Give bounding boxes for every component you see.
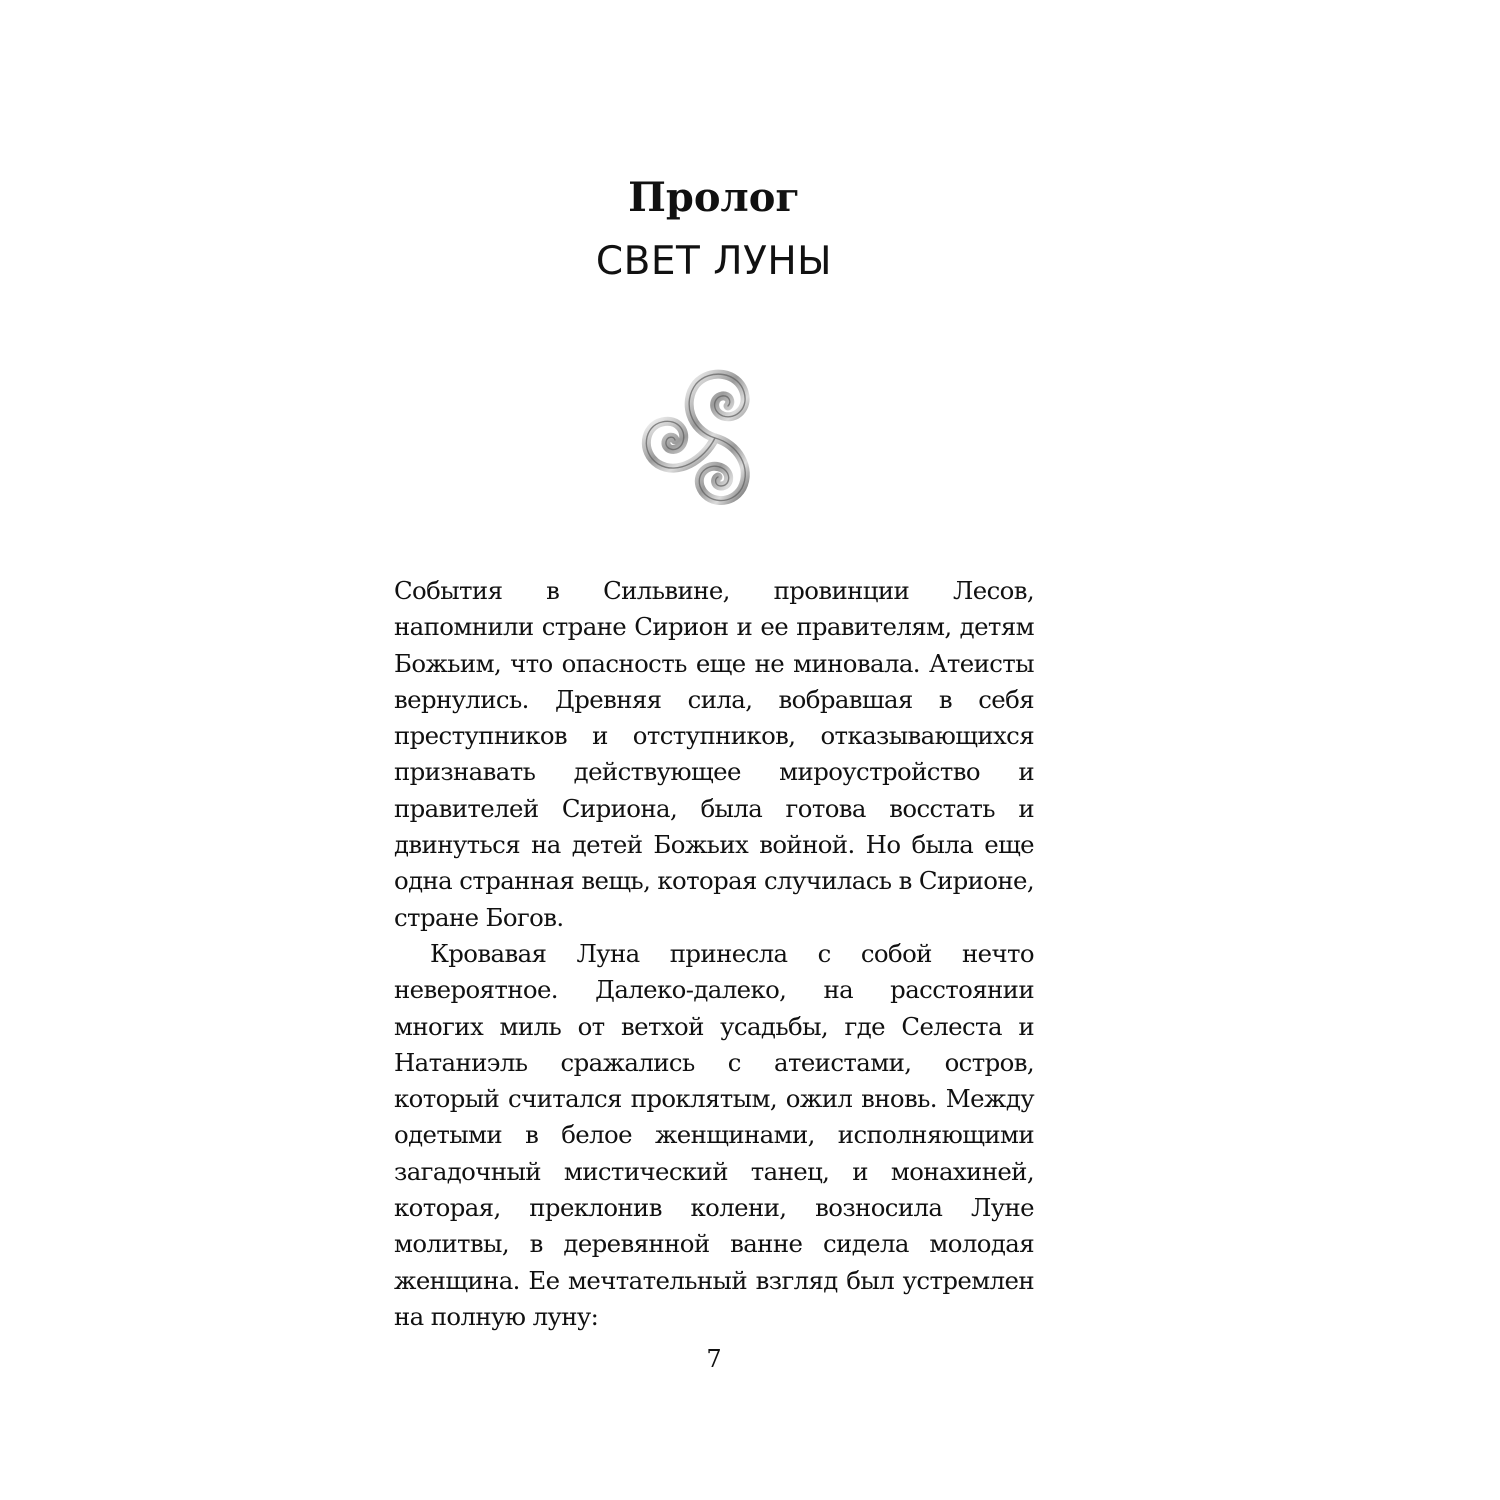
- paragraph: Кровавая Луна принесла с собой нечто невероятное. Далеко-далеко, на расстоянии многих миль от ветхой усадьбы, где Селеста и Натаниэль сражались с атеистами, остров, который считался проклятым, ожил вновь. Между одетыми в белое женщинами, исполняющими загадочный мистический танец, и монахиней, которая, преклонив колени, возносила Луне молитвы, в деревянной ванне сидела молодая женщина. Ее мечтательный взгляд был устремлен на полную луну:: [394, 938, 1034, 1331]
- page-number: 7: [706, 1345, 722, 1373]
- chapter-subtitle: СВЕТ ЛУНЫ: [595, 239, 833, 284]
- triskelion-icon: [630, 360, 800, 515]
- body-text: [394, 573, 1034, 1335]
- chapter-title: Пролог: [628, 174, 800, 221]
- paragraph: События в Сильвине, провинции Лесов, напомнили стране Сирион и ее правителям, детям Божьим, что опасность еще не миновала. Атеисты вернулись. Древняя сила, вобравшая в себя преступников и отступников, отказывающихся признавать действующее мироустройство и правителей Сириона, была готова восстать и двинуться на детей Божьих войной. Но была еще одна странная вещь, которая случилась в Сирионе, стране Богов.: [394, 576, 1035, 932]
